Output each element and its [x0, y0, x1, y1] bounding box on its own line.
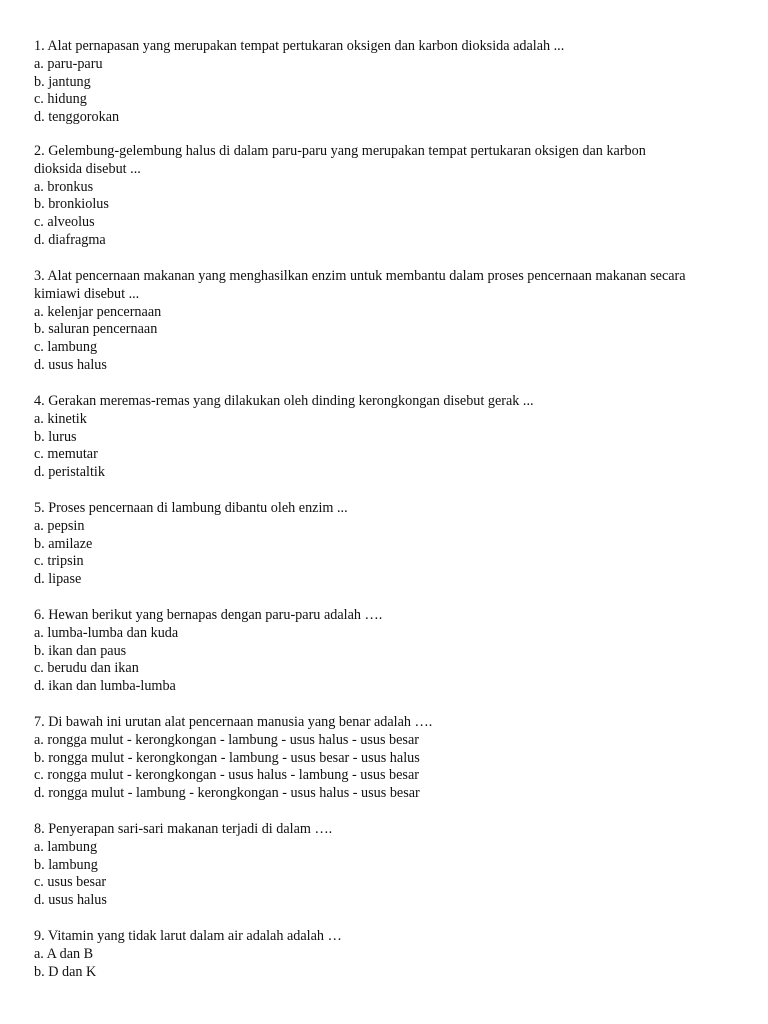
question-6-option-d: d. ikan dan lumba-lumba [34, 678, 176, 695]
question-8 [34, 821, 734, 910]
question-7-text: 7. Di bawah ini urutan alat pencernaan manusia yang benar adalah …. [34, 714, 433, 730]
question-5-option-b: b. amilaze [34, 535, 93, 552]
question-4-option-b: b. lurus [34, 428, 77, 445]
question-8-option-a: a. lambung [34, 838, 98, 855]
question-1-option-d: d. tenggorokan [34, 109, 120, 126]
question-9 [34, 928, 734, 981]
question-3-text-continued: kimiawi disebut ... [34, 285, 140, 302]
question-1-option-c: c. hidung [34, 91, 87, 108]
question-1-option-b: b. jantung [34, 73, 91, 90]
question-4 [34, 393, 734, 482]
question-7-option-c: c. rongga mulut - kerongkongan - usus halus - lambung - usus besar [34, 767, 419, 784]
question-3-text: 3. Alat pencernaan makanan yang menghasilkan enzim untuk membantu dalam proses pencernaan makanan secara [34, 268, 686, 284]
question-4-text: 4. Gerakan meremas-remas yang dilakukan oleh dinding kerongkongan disebut gerak ... [34, 393, 534, 409]
question-4-option-d: d. peristaltik [34, 464, 105, 481]
question-2 [34, 143, 734, 250]
question-7-option-b: b. rongga mulut - kerongkongan - lambung - usus besar - usus halus [34, 749, 420, 766]
question-3-option-b: b. saluran pencernaan [34, 321, 158, 338]
question-2-text-continued: dioksida disebut ... [34, 160, 141, 177]
question-9-text: 9. Vitamin yang tidak larut dalam air adalah adalah … [34, 928, 342, 944]
question-2-option-c: c. alveolus [34, 214, 95, 231]
question-6-option-a: a. lumba-lumba dan kuda [34, 624, 179, 641]
question-1-option-a: a. paru-paru [34, 55, 103, 72]
question-5 [34, 500, 734, 589]
question-6-text: 6. Hewan berikut yang bernapas dengan paru-paru adalah …. [34, 607, 383, 623]
question-6 [34, 607, 734, 696]
question-8-text: 8. Penyerapan sari-sari makanan terjadi di dalam …. [34, 821, 333, 837]
question-3-option-a: a. kelenjar pencernaan [34, 303, 162, 320]
question-4-option-c: c. memutar [34, 446, 98, 463]
question-4-option-a: a. kinetik [34, 410, 87, 427]
question-2-option-a: a. bronkus [34, 178, 94, 195]
question-3 [34, 268, 734, 375]
question-2-text: 2. Gelembung-gelembung halus di dalam paru-paru yang merupakan tempat pertukaran oksigen dan karbon [34, 143, 646, 159]
question-1-text: 1. Alat pernapasan yang merupakan tempat pertukaran oksigen dan karbon dioksida adalah ... [34, 38, 565, 54]
question-5-option-d: d. lipase [34, 571, 82, 588]
question-8-option-d: d. usus halus [34, 892, 107, 909]
question-6-option-b: b. ikan dan paus [34, 642, 127, 659]
question-9-option-b: b. D dan K [34, 963, 97, 980]
question-5-text: 5. Proses pencernaan di lambung dibantu oleh enzim ... [34, 500, 348, 516]
question-3-option-c: c. lambung [34, 339, 98, 356]
question-2-option-d: d. diafragma [34, 231, 106, 248]
question-7 [34, 714, 734, 803]
question-6-option-c: c. berudu dan ikan [34, 660, 139, 677]
question-8-option-b: b. lambung [34, 856, 98, 873]
question-1 [34, 38, 734, 127]
question-9-option-a: a. A dan B [34, 945, 94, 962]
question-3-option-d: d. usus halus [34, 356, 107, 373]
question-7-option-d: d. rongga mulut - lambung - kerongkongan - usus halus - usus besar [34, 785, 420, 802]
question-8-option-c: c. usus besar [34, 874, 107, 891]
question-2-option-b: b. bronkiolus [34, 196, 109, 213]
question-5-option-c: c. tripsin [34, 553, 84, 570]
question-7-option-a: a. rongga mulut - kerongkongan - lambung - usus halus - usus besar [34, 731, 419, 748]
question-5-option-a: a. pepsin [34, 517, 85, 534]
